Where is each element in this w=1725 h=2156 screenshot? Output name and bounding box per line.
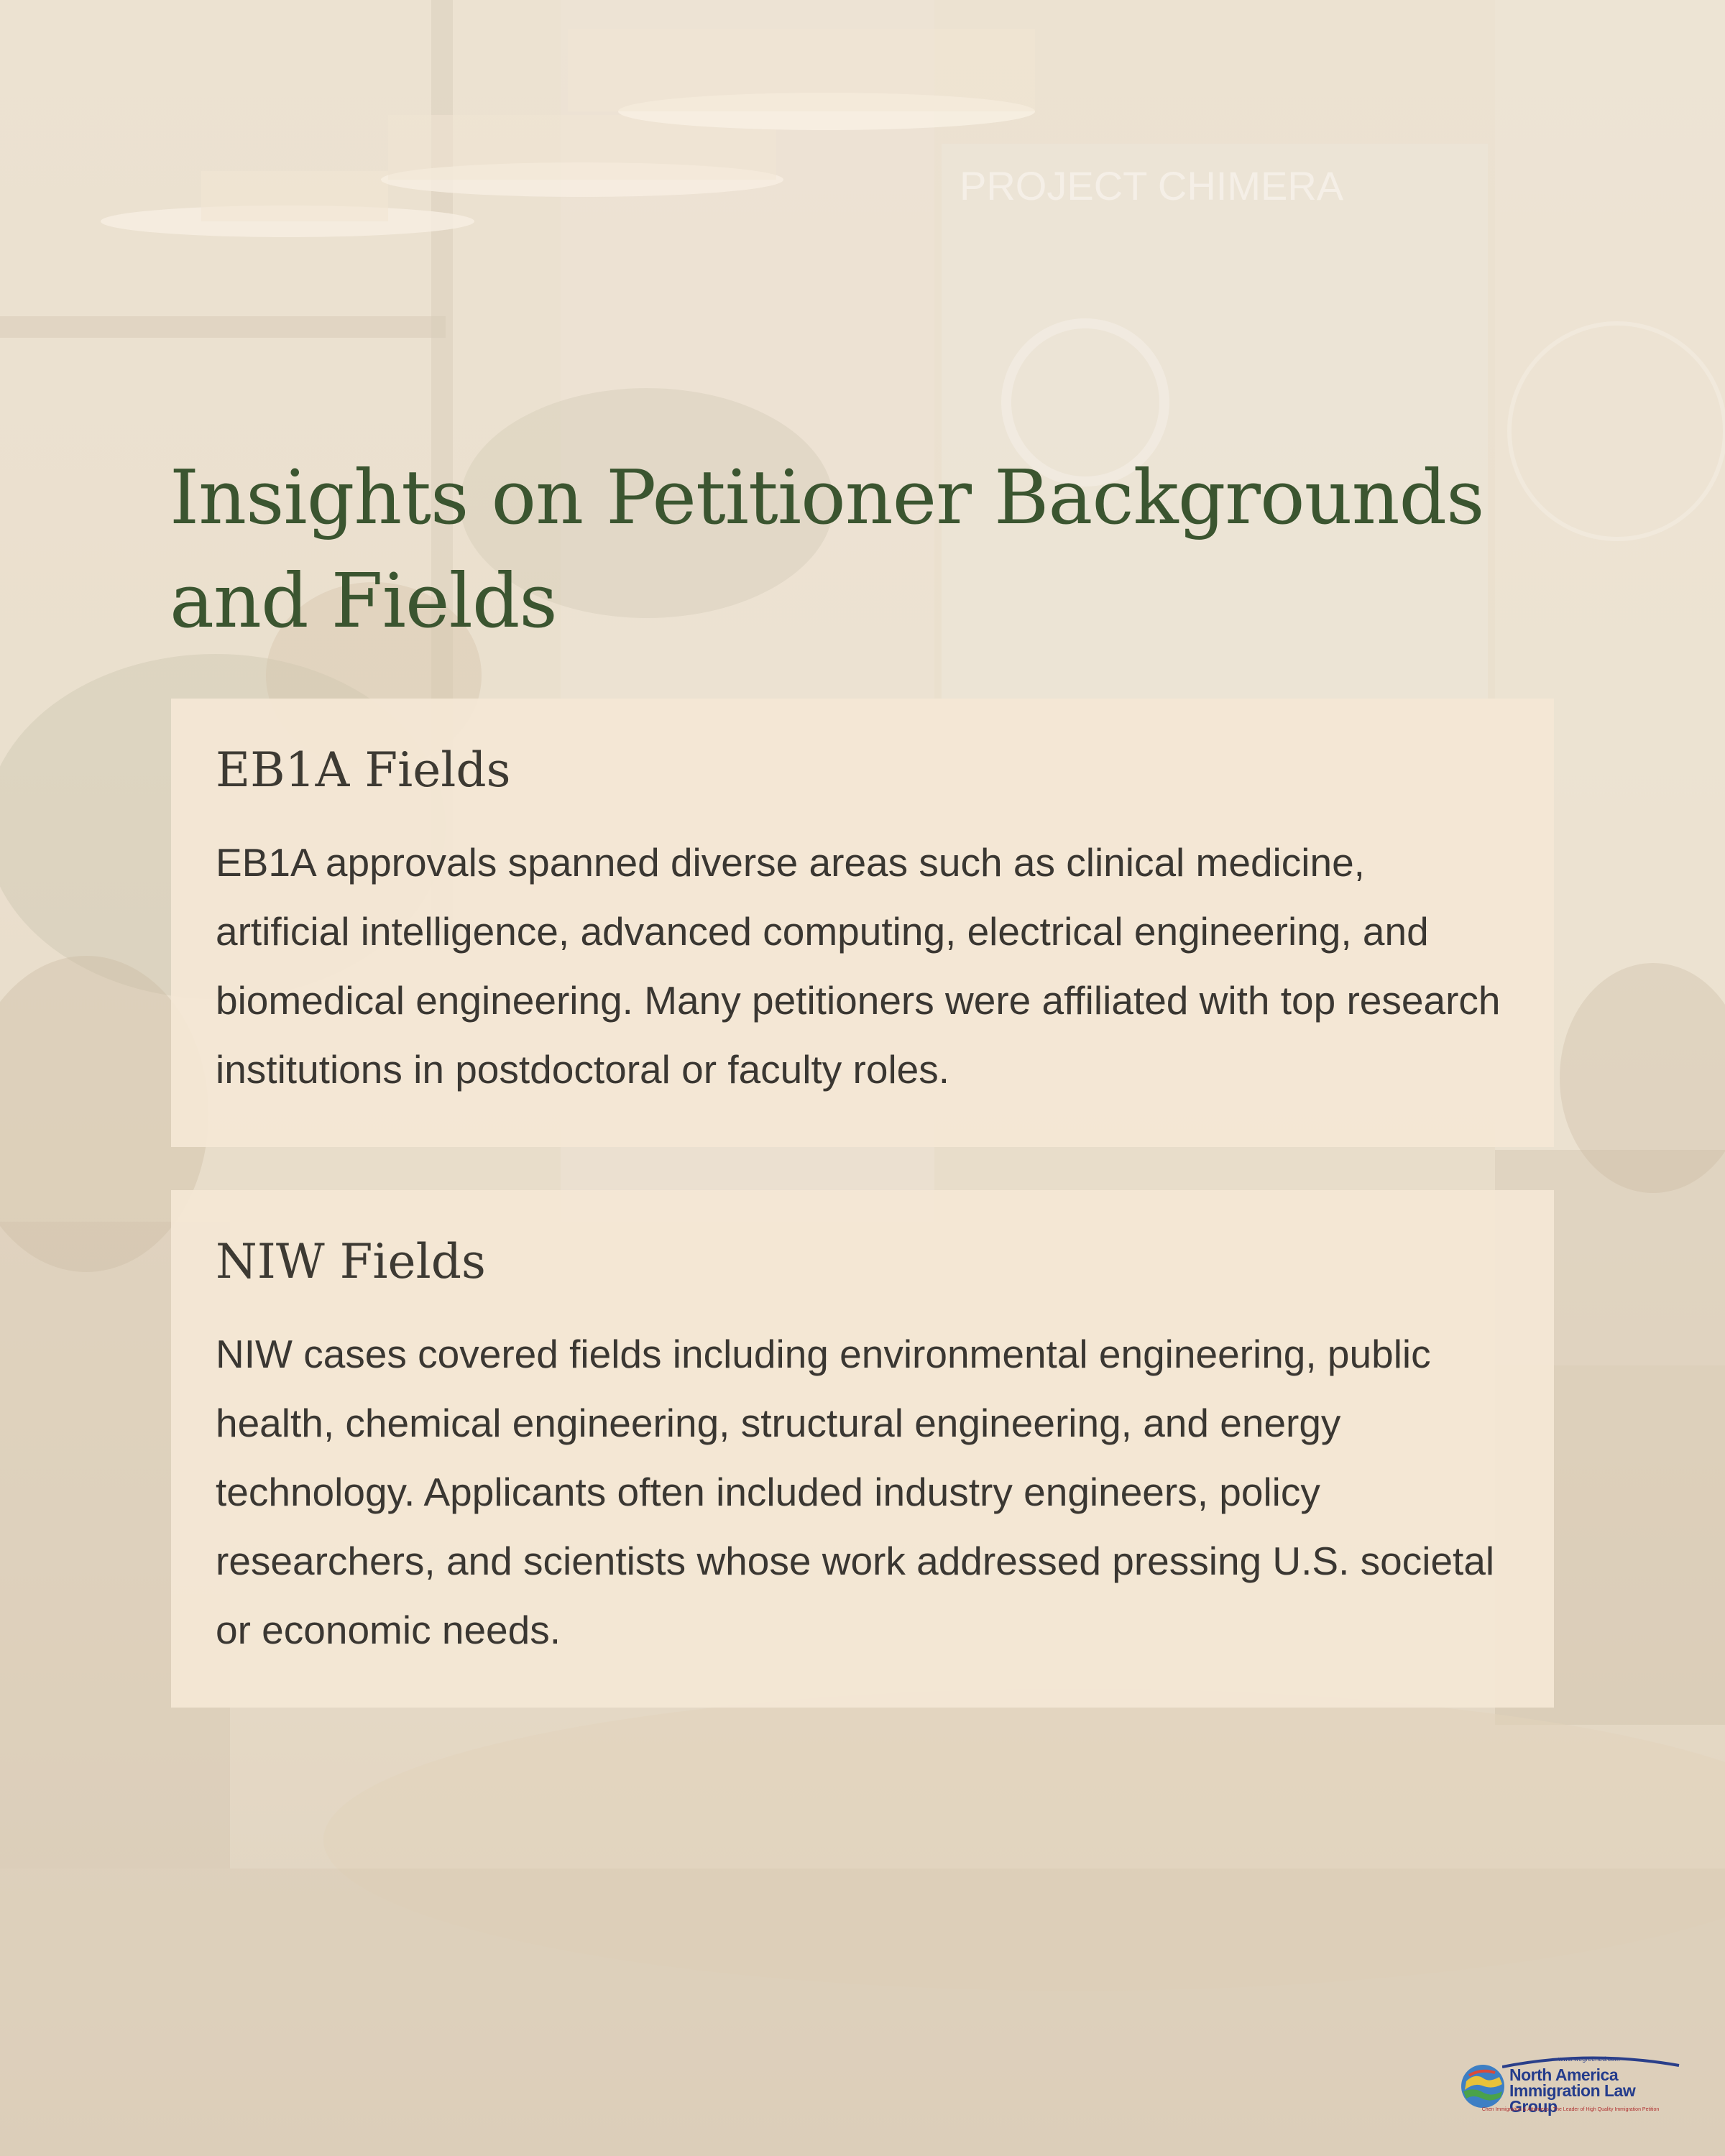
logo-url: www.wegreened.com <box>1558 2055 1620 2063</box>
card-body: EB1A approvals spanned diverse areas such as clinical medicine, artificial intelligence, advanced computing, electrical engineering, and biomedical engineering. Many petitioners were affiliated with top research institutions in postdoctoral or faculty roles. <box>216 840 1501 1092</box>
logo-tagline: Chen Immigration & Attorneys - The Leader of High Quality Immigration Petition <box>1481 2107 1660 2112</box>
logo-name-line-1: North America <box>1509 2065 1619 2084</box>
card-heading: EB1A Fields <box>216 742 511 798</box>
background-sign-text: PROJECT CHIMERA <box>960 163 1344 208</box>
eb1a-fields-card <box>171 699 1554 1147</box>
globe-icon <box>1459 2063 1506 2110</box>
card-heading: NIW Fields <box>216 1234 486 1289</box>
page-title: Insights on Petitioner Backgrounds and Fields <box>170 453 1484 645</box>
company-logo <box>1459 2054 1682 2116</box>
card-body: NIW cases covered fields including environmental engineering, public health, chemical engineering, structural engineering, and energy technology. Applicants often included industry engineers, policy researchers, and scientists whose work addressed pressing U.S. societal or economic needs. <box>216 1332 1495 1652</box>
niw-fields-card <box>171 1190 1554 1708</box>
logo-name-line-2: Immigration Law Group <box>1509 2081 1636 2116</box>
